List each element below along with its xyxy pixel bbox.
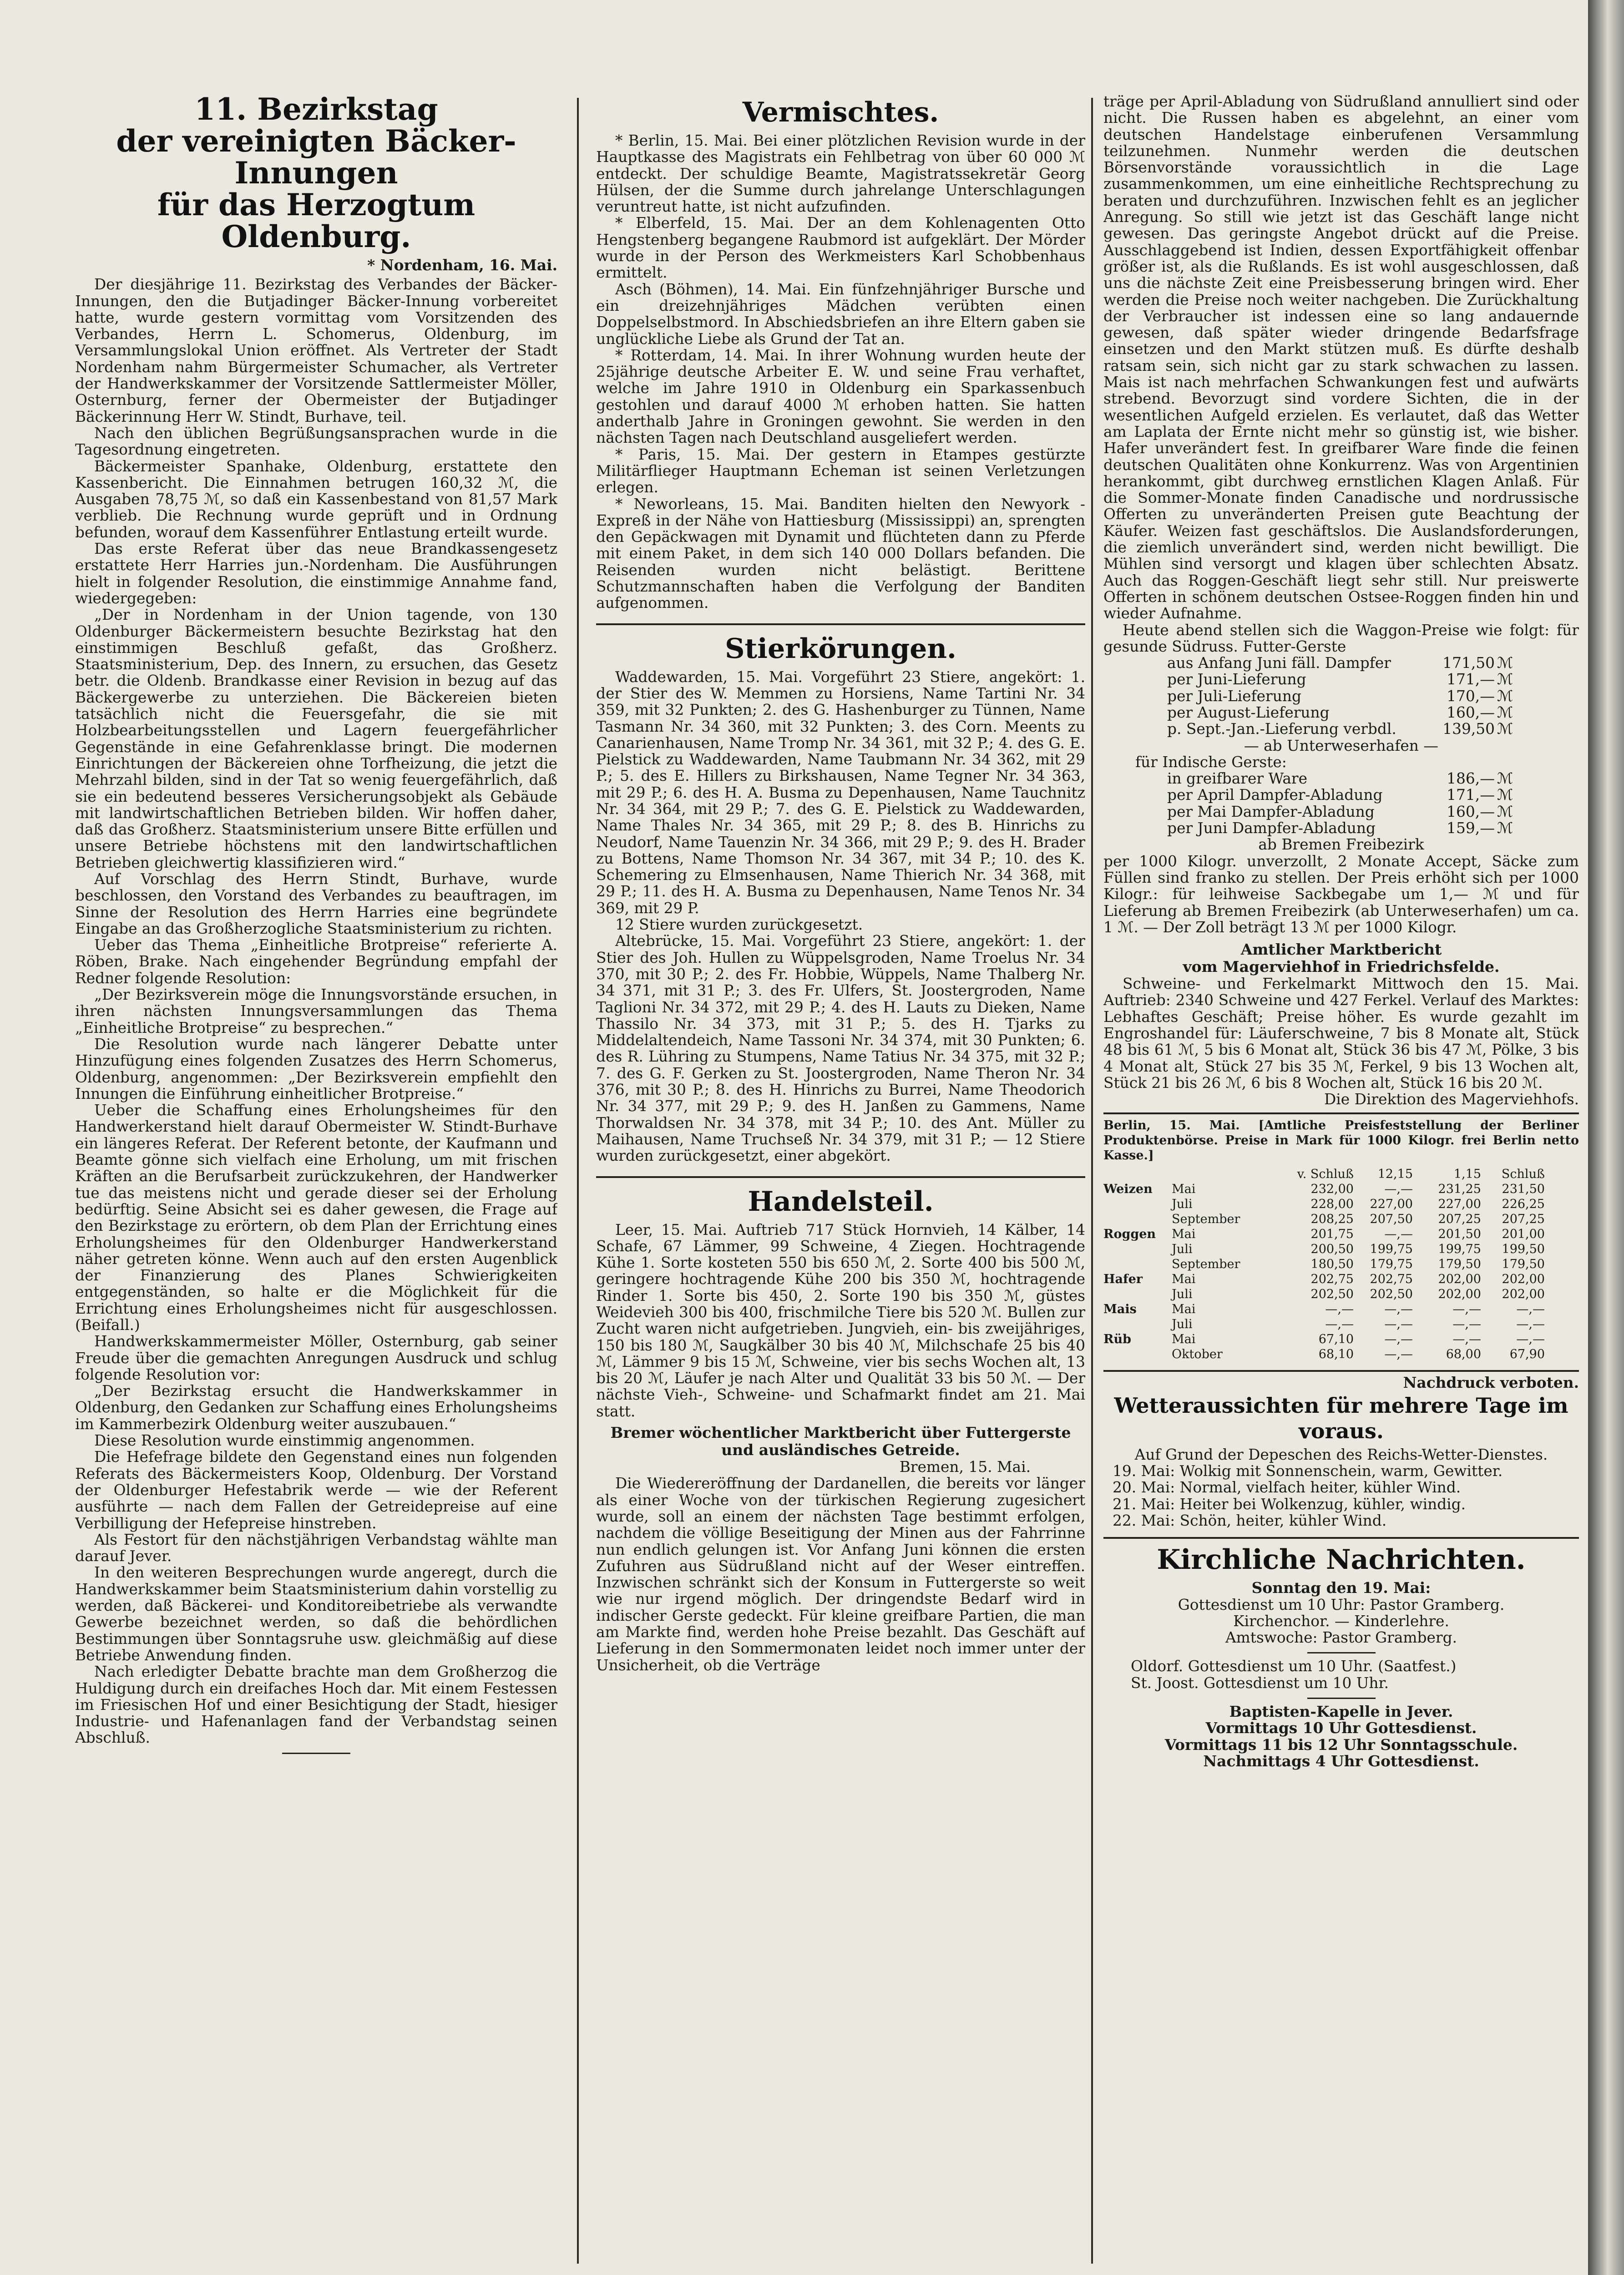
section-rule xyxy=(1103,1537,1579,1539)
article-title: 11. Bezirkstag xyxy=(194,93,438,127)
service-line: Amtswoche: Pastor Gramberg. xyxy=(1225,1629,1457,1647)
service-line: Vormittags 11 bis 12 Uhr Sonntagsschule. xyxy=(1164,1735,1518,1754)
cell: 226,25 xyxy=(1502,1197,1545,1211)
section-heading: Kirchliche Nachrichten. xyxy=(1157,1544,1526,1576)
cell: September xyxy=(1172,1212,1240,1226)
cell: 202,75 xyxy=(1370,1272,1413,1286)
cell: Rüb xyxy=(1103,1332,1131,1346)
cell: —,— xyxy=(1384,1227,1413,1241)
price-table-header xyxy=(1103,1167,1579,1182)
price-label: in greifbarer Ware xyxy=(1167,770,1307,788)
cell: 199,75 xyxy=(1438,1242,1481,1256)
section-rule xyxy=(1103,1370,1579,1372)
cell xyxy=(1103,1287,1172,1302)
cell: Mai xyxy=(1172,1302,1196,1316)
paragraph: Ueber die Schaffung eines Erholungsheimes für den Handwerkerstand hielt darauf Obermeister W. Stindt-Burhave ein längeres Referat. Der Referent betonte, der Kaufmann und Beamte gönne sich vielfach eine Erholung, um mit frischen Kräften an die Berufsarbeit zurückzukehren, der Handwerker tue das meistens nicht und gerade dieser sei der Erholung bedürftig. Seine Absicht sei es daher gewesen, die Frage auf den Bezirkstage zu erörtern, ob dem Plan der Errichtung eines Erholungsheimes für den Oldenburger Handwerkerstand näher getreten könne. Wenn auch auf den ersten Augenblick der Finanzierung des Planes Schwierigkeiten entgegenständen, so halte er die Möglichkeit für die Errichtung eines Erholungsheimes nicht für ausgeschlossen. (Beifall.) xyxy=(75,1102,557,1334)
price-row xyxy=(1167,688,1579,704)
price-table-row xyxy=(1103,1257,1579,1272)
price-table-row xyxy=(1103,1302,1579,1317)
cell: 179,50 xyxy=(1438,1257,1481,1271)
paragraph: Die Wiedereröffnung der Dardanellen, die bereits vor länger als einer Woche von der türkischen Regierung zugesichert wurde, soll an einem der nächsten Tage bestimmt erfolgen, nachdem die völlige Beseitigung der Minen aus der Fahrrinne nun endlich gelungen ist. Vor Anfang Juni können die ersten Zufuhren aus Südrußland nicht auf der Weser eintreffen. Inzwischen schränkt sich der Konsum in Futtergerste so weit wie nur irgend möglich. Der dringendste Bedarf wird in indischer Gerste gedeckt. Für kleine greifbare Partien, die man am Markte find, werden hohe Preise bezahlt. Das Geschäft auf Lieferung in den Sommermonaten leidet noch immer unter der Unsicherheit, ob die Verträge xyxy=(596,1475,1085,1674)
price-table-row xyxy=(1103,1272,1579,1287)
cell: 202,75 xyxy=(1310,1272,1354,1286)
cell: —,— xyxy=(1325,1317,1354,1331)
section-heading: Vermischtes. xyxy=(742,96,939,128)
price-label: für Indische Gerste: xyxy=(1135,753,1287,771)
paragraph: „Der in Nordenham in der Union tagende, von 130 Oldenburger Bäckermeistern besuchte Bezirkstag hat den einstimmigen Beschluß gefaßt, das Großherz. Staatsministerium, Dep. des Innern, zu ersuchen, das Gesetz betr. die Oldenb. Brandkasse einer Revision in bezug auf das Bäckergewerbe zu unterziehen. Die Bäckereien bieten tatsächlich nicht die Feuersgefahr, die sie mit Holzbearbeitungsstellen und Lagern feuergefährlicher Gegenstände in eine Gefahrenklasse bringt. Die modernen Einrichtungen der Bäckereien ohne Torfheizung, die jetzt die Mehrzahl bilden, sind in der Tat so wenig feuergefährlich, daß sie ein bedeutend besseres Versicherungsobjekt als Gebäude mit landwirtschaftlichen Betrieben bilden. Wir hoffen daher, daß das Großherz. Staatsministerium unsere Bitte erfüllen und unsere Betriebe höchstens mit den landwirtschaftlichen Betrieben gleichwertig klassifizieren wird.“ xyxy=(75,606,557,871)
forecast-line: 22. Mai: Schön, heiter, kühler Wind. xyxy=(1113,1512,1387,1529)
price-table-row xyxy=(1103,1212,1579,1227)
price-table-row xyxy=(1103,1317,1579,1332)
cell: —,— xyxy=(1384,1317,1413,1331)
price-row xyxy=(1167,770,1579,787)
news-item: * Berlin, 15. Mai. Bei einer plötzlichen Revision wurde in der Hauptkasse des Magistrats ein Fehlbetrag von über 60 000 ℳ entdeckt. Der schuldige Beamte, Magistratssekretär Georg Hülsen, der die Summe durch jahrelange Unterschlagungen veruntreut hatte, ist nicht aufzufinden. xyxy=(596,132,1085,216)
cell: 202,00 xyxy=(1438,1272,1481,1286)
cell: —,— xyxy=(1384,1302,1413,1316)
paragraph: „Der Bezirkstag ersucht die Handwerkskammer in Oldenburg, den Gedanken zur Schaffung eines Erholungsheims im Kammerbezirk Oldenburg weiter auszubauen.“ xyxy=(75,1382,557,1433)
cell: —,— xyxy=(1516,1302,1545,1316)
signature: Die Direktion des Magerviehhofs. xyxy=(1324,1091,1579,1108)
price-row xyxy=(1167,655,1579,671)
price-value: 171,50 xyxy=(1442,654,1495,672)
cell: 199,50 xyxy=(1502,1242,1545,1256)
cell: 207,50 xyxy=(1370,1212,1413,1226)
report-heading: Amtlicher Marktbericht xyxy=(1240,940,1442,959)
cell xyxy=(1103,1242,1172,1257)
cell: 179,50 xyxy=(1502,1257,1545,1271)
cell: Weizen xyxy=(1103,1182,1153,1196)
forecast-line: 21. Mai: Heiter bei Wolkenzug, kühler, windig. xyxy=(1113,1495,1466,1513)
price-label: per Juni Dampfer-Abladung xyxy=(1167,819,1376,837)
service-line: Gottesdienst um 10 Uhr: Pastor Gramberg. xyxy=(1178,1596,1505,1613)
news-item: 12 Stiere wurden zurückgesetzt. xyxy=(615,916,863,934)
paragraph: Bäckermeister Spanhake, Oldenburg, erstattete den Kassenbericht. Die Einnahmen betrugen 160,32 ℳ, die Ausgaben 78,75 ℳ, so daß ein Kassenbestand von 81,57 Mark verblieb. Die Rechnung wurde geprüft und in Ordnung befunden, worauf dem Kassenführer Entlastung erteilt wurde. xyxy=(75,457,557,541)
price-label: per August-Lieferung xyxy=(1167,703,1330,721)
cell: Juli xyxy=(1172,1242,1193,1256)
price-table xyxy=(1103,1182,1579,1362)
currency-sign: ℳ xyxy=(1497,654,1513,672)
cell xyxy=(1103,1317,1172,1332)
cell: 207,25 xyxy=(1502,1212,1545,1226)
section-rule xyxy=(596,1176,1085,1178)
cell: Juli xyxy=(1172,1317,1193,1331)
cell: 202,00 xyxy=(1438,1287,1481,1301)
cell: —,— xyxy=(1452,1317,1481,1331)
price-value: 160,— xyxy=(1447,703,1495,721)
price-value: 170,— xyxy=(1447,687,1495,705)
currency-sign: ℳ xyxy=(1497,720,1513,738)
news-item: * Elberfeld, 15. Mai. Der an dem Kohlenagenten Otto Hengstenberg begangene Raubmord ist aufgeklärt. Der Mörder wurde in der Person des Werkmeisters Karl Schobbenhaus ermittelt. xyxy=(596,214,1085,282)
price-table-row xyxy=(1103,1242,1579,1257)
cell: 202,50 xyxy=(1370,1287,1413,1301)
cell xyxy=(1103,1167,1172,1182)
cell: v. Schluß xyxy=(1297,1167,1354,1181)
paragraph: Das erste Referat über das neue Brandkassengesetz erstattete Herr Harries jun.-Nordenham. Die Ausführungen hielt in folgender Resolution, die einstimmige Annahme fand, wiedergegeben: xyxy=(75,540,557,607)
cell: 227,00 xyxy=(1438,1197,1481,1211)
dateline: * Nordenham, 16. Mai. xyxy=(367,256,557,274)
currency-sign: ℳ xyxy=(1497,803,1513,820)
service-line: Sonntag den 19. Mai: xyxy=(1251,1579,1431,1597)
paragraph: per 1000 Kilogr. unverzollt, 2 Monate Accept, Säcke zum Füllen sind franko zu stellen. Der Preis erhöht sich per 1000 Kilogr.: für leihweise Sackbegabe um 1,— ℳ und für Lieferung ab Bremen Freibezirk (ab Unterweserhafen) um ca. 1 ℳ. — Der Zoll beträgt 13 ℳ per 1000 Kilogr. xyxy=(1103,852,1579,936)
cell: 208,25 xyxy=(1310,1212,1354,1226)
paragraph: Auf Vorschlag des Herrn Stindt, Burhave, wurde beschlossen, den Vorstand des Verbandes zu beauftragen, im Sinne der Resolution des Herrn Harries eine begründete Eingabe an das Großherzogliche Staatsministerium zu richten. xyxy=(75,870,557,937)
currency-sign: ℳ xyxy=(1497,819,1513,837)
news-item: * Paris, 15. Mai. Der gestern in Etampes gestürzte Militärflieger Hauptmann Echeman ist seinen Verletzungen erlegen. xyxy=(596,445,1085,496)
cell: —,— xyxy=(1452,1332,1481,1346)
column-1 xyxy=(75,93,557,2275)
report-subheading: vom Magerviehhof in Friedrichsfelde. xyxy=(1183,958,1500,976)
cell: 201,00 xyxy=(1502,1227,1545,1241)
service-line: Nachmittags 4 Uhr Gottesdienst. xyxy=(1203,1752,1479,1770)
cell: Mais xyxy=(1103,1302,1137,1316)
cell: 202,50 xyxy=(1310,1287,1354,1301)
cell: 232,00 xyxy=(1310,1182,1354,1196)
cell: 202,00 xyxy=(1502,1287,1545,1301)
cell: —,— xyxy=(1384,1347,1413,1361)
cell: Mai xyxy=(1172,1332,1196,1346)
price-value: 171,— xyxy=(1447,786,1495,804)
news-item: Altebrücke, 15. Mai. Vorgeführt 23 Stiere, angekört: 1. der Stier des Joh. Hullen zu Wüppelsgroden, Name Troelus Nr. 34 370, mit 30 P.; 2. des Fr. Hobbie, Wüppels, Name Thalberg Nr. 34 371, mit 31 P.; 3. des Fr. Ulfers, St. Joostergroden, Name Taglioni Nr. 34 372, mit 29 P.; 4. des H. Lauts zu Dieken, Name Thassilo Nr. 34 373, mit 31 P.; 5. des H. Tjarks zu Middelaltendeich, Name Tassoni Nr. 34 374, mit 30 Punkten; 6. des R. Lühring zu Stumpens, Name Tatius Nr. 34 375, mit 32 P.; 7. des G. F. Gerken zu St. Joostergroden, Name Theron Nr. 34 376, mit 30 P.; 8. des H. Hinrichs zu Burrei, Name Theodorich Nr. 34 377, mit 29 P.; 9. des H. Janßen zu Gammens, Name Thorwaldsen Nr. 34 378, mit 34 P.; 10. des Ant. Müller zu Maihausen, Name Truchseß Nr. 34 379, mit 31 P.; — 12 Stiere wurden zurückgesetzt, einer abgekört. xyxy=(596,932,1085,1165)
service-line: Kirchenchor. — Kinderlehre. xyxy=(1233,1612,1449,1630)
price-label: aus Anfang Juni fäll. Dampfer xyxy=(1167,654,1391,672)
cell xyxy=(1103,1257,1172,1272)
cell: —,— xyxy=(1452,1302,1481,1316)
cell: Mai xyxy=(1172,1182,1196,1196)
cell xyxy=(1103,1347,1172,1362)
section-heading: Handelsteil. xyxy=(748,1185,934,1218)
paragraph: Schweine- und Ferkelmarkt Mittwoch den 15. Mai. Auftrieb: 2340 Schweine und 427 Ferkel. Verlauf des Marktes: Lebhaftes Geschäft; Preise höher. Es wurde gezahlt im Engroshandel für: Läuferschweine, 7 bis 8 Monate alt, Stück 48 bis 61 ℳ, 5 bis 6 Monat alt, Stück 36 bis 47 ℳ, Pölke, 3 bis 4 Monat alt, Stück 27 bis 35 ℳ, Ferkel, 9 bis 13 Wochen alt, Stück 21 bis 26 ℳ, 6 bis 8 Wochen alt, Stück 16 bis 20 ℳ. xyxy=(1103,975,1579,1092)
cell: Oktober xyxy=(1172,1347,1223,1361)
subheading: Auf Grund der Depeschen des Reichs-Wetter-Dienstes. xyxy=(1134,1446,1548,1463)
cell: 227,00 xyxy=(1370,1197,1413,1211)
price-row xyxy=(1167,804,1579,820)
cell: —,— xyxy=(1384,1332,1413,1346)
price-value: 159,— xyxy=(1447,819,1495,837)
end-rule xyxy=(1307,1698,1376,1699)
cell: 12,15 xyxy=(1377,1167,1413,1181)
cell: —,— xyxy=(1516,1317,1545,1331)
news-item: * Rotterdam, 14. Mai. In ihrer Wohnung wurden heute der 25jährige deutsche Arbeiter E. W. und seine Frau verhaftet, welche im Jahre 1910 in Oldenburg ein Sparkassenbuch gestohlen und darauf 4000 ℳ erhoben hatten. Sie hatten anderthalb Jahre in Groningen gewohnt. Sie werden in den nächsten Tagen nach Deutschland ausgeliefert werden. xyxy=(596,346,1085,447)
price-label: per April Dampfer-Abladung xyxy=(1167,786,1383,804)
cell xyxy=(1103,1212,1172,1227)
price-table-row xyxy=(1103,1227,1579,1242)
service-line: Oldorf. Gottesdienst um 10 Uhr. (Saatfest.) xyxy=(1131,1658,1457,1675)
paragraph: „Der Bezirksverein möge die Innungsvorstände ersuchen, in ihren nächsten Innungsversammlungen das Thema „Einheitliche Brotpreise“ zu besprechen.“ xyxy=(75,986,557,1036)
news-item: Asch (Böhmen), 14. Mai. Ein fünfzehnjähriger Bursche und ein dreizehnjähriges Mädchen verübten einen Doppelselbstmord. In Abschiedsbriefen an ihre Eltern gaben sie unglückliche Liebe als Grund der Tat an. xyxy=(596,280,1085,348)
cell: 200,50 xyxy=(1310,1242,1354,1256)
price-table-row xyxy=(1103,1347,1579,1362)
end-rule xyxy=(1307,1652,1376,1653)
news-item: * Neworleans, 15. Mai. Banditen hielten den Newyork - Expreß in der Nähe von Hattiesburg (Mississippi) an, sprengten den Gepäckwagen mit Dynamit und flüchteten dann zu Pferde mit einem Paket, in dem sich 140 000 Dollars befanden. Die Reisenden wurden nicht belästigt. Berittene Schutzmannschaften haben die Verfolgung der Banditen aufgenommen. xyxy=(596,495,1085,612)
price-table-row xyxy=(1103,1197,1579,1212)
cell: 180,50 xyxy=(1310,1257,1354,1271)
paragraph: Der diesjährige 11. Bezirkstag des Verbandes der Bäcker-Innungen, den die Butjadinger Bäcker-Innung vorbereitet hatte, wurde gestern vormittag vom Vorsitzenden des Verbandes, Herrn L. Schomerus, Oldenburg, im Versammlungslokal Union eröffnet. Als Vertreter der Stadt Nordenham nahm Bürgermeister Schumacher, als Vertreter der Handwerkskammer der Vorsitzende Sattlermeister Möller, Osternburg, ferner der Obermeister der Butjadinger Bäckerinnung Herr W. Stindt, Burhave, teil. xyxy=(75,276,557,425)
price-note: ab Bremen Freibezirk xyxy=(1258,836,1424,854)
price-value: 186,— xyxy=(1447,770,1495,788)
price-table-row xyxy=(1103,1287,1579,1302)
cell: 1,15 xyxy=(1453,1167,1481,1181)
dateline: Bremen, 15. Mai. xyxy=(899,1458,1031,1476)
cell: 207,25 xyxy=(1438,1212,1481,1226)
currency-sign: ℳ xyxy=(1497,786,1513,804)
article-title: der vereinigten Bäcker-Innungen xyxy=(116,123,516,191)
cell xyxy=(1172,1167,1290,1182)
cell: Juli xyxy=(1172,1287,1193,1301)
cell: Mai xyxy=(1172,1272,1196,1286)
paragraph: Nach den üblichen Begrüßungsansprachen wurde in die Tagesordnung eingetreten. xyxy=(75,424,557,459)
cell: Roggen xyxy=(1103,1227,1156,1241)
paragraph: Als Festort für den nächstjährigen Verbandstag wählte man darauf Jever. xyxy=(75,1531,557,1565)
cell: —,— xyxy=(1384,1182,1413,1196)
cell: 199,75 xyxy=(1370,1242,1413,1256)
price-row xyxy=(1167,671,1579,688)
price-note: — ab Unterweserhafen — xyxy=(1244,737,1439,754)
cell: 67,90 xyxy=(1509,1347,1545,1361)
forecast-line: 20. Mai: Normal, vielfach heiter, kühler Wind. xyxy=(1113,1479,1461,1496)
notice: Nachdruck verboten. xyxy=(1403,1373,1579,1391)
currency-sign: ℳ xyxy=(1497,770,1513,788)
paragraph: Ueber das Thema „Einheitliche Brotpreise“ referierte A. Röben, Brake. Nach eingehender Begründung empfahl der Redner folgende Resolution: xyxy=(75,936,557,987)
cell: 179,75 xyxy=(1370,1257,1413,1271)
exchange-heading: Berlin, 15. Mai. [Amtliche Preisfeststellung der Berliner Produktenbörse. Preise in Mark für 1000 Kilogr. frei Berlin netto Kasse.] xyxy=(1103,1118,1579,1163)
cell: Juli xyxy=(1172,1197,1193,1211)
currency-sign: ℳ xyxy=(1497,671,1513,688)
paragraph: träge per April-Abladung von Südrußland annulliert sind oder nicht. Die Russen haben es abgelehnt, an einer vom deutschen Handelstage einberufenen Versammlung teilzunehmen. Nunmehr werden die deutschen Börsenvorstände voraussichtlich in die Lage zusammenkommen, um eine einheitliche Rechtsprechung zu beraten und durchzuführen. Inzwischen fehlt es an jeglicher Anregung. So still wie jetzt ist das Geschäft lange nicht gewesen. Das geringste Angebot drückt auf die Preise. Ausschlaggebend ist Indien, dessen Exportfähigkeit offenbar größer ist, als die Rußlands. Es ist wohl ausgeschlossen, daß uns die nächste Zeit eine Preisbesserung bringen wird. Eher werden die Preise noch weiter nachgeben. Die Zurückhaltung der Verbraucher ist indessen eine so lang andauernde gewesen, daß später wieder dringende Bedarfsfrage einsetzen und den Markt stützen muß. Es dürfte deshalb ratsam sein, sich nicht gar zu stark schwachen zu lassen. Mais ist nach mehrfachen Schwankungen fest und aufwärts strebend. Bevorzugt sind vordere Sichten, die in der wesentlichen Aufgeld erzielen. Es verlautet, daß das Wetter am Laplata der Ernte nicht mehr so günstig ist, wie bisher. Hafer unverändert fest. In greifbarer Ware finde die feinen deutschen Qualitäten ohne Konkurrenz. Was von Argentinien herankommt, gibt durchweg ernstlichen Klagen Anlaß. Für die Sommer-Monate finden Canadische und nordrussische Offerten zu unveränderten Preisen gute Beachtung der Käufer. Weizen fast geschäftslos. Die Auslandsforderungen, die ziemlich unverändert sind, werden nicht bewilligt. Die Mühlen sind versorgt und klagen über schlechten Absatz. Auch das Roggen-Geschäft liegt sehr still. Nur preiswerte Offerten in schönem deutschen Ostsee-Roggen finden hin und wieder Aufnahme. xyxy=(1103,93,1579,622)
currency-sign: ℳ xyxy=(1497,703,1513,721)
cell xyxy=(1103,1197,1172,1212)
price-value: 139,50 xyxy=(1442,720,1495,738)
price-label: p. Sept.-Jan.-Lieferung verbdl. xyxy=(1167,720,1396,738)
cell: Schluß xyxy=(1501,1167,1545,1181)
cell: 231,25 xyxy=(1438,1182,1481,1196)
cell: Mai xyxy=(1172,1227,1196,1241)
paragraph: Handwerkskammermeister Möller, Osternburg, gab seiner Freude über die gemachten Anregungen Ausdruck und schlug folgende Resolution vor: xyxy=(75,1333,557,1383)
paragraph: Heute abend stellen sich die Waggon-Preise wie folgt: für gesunde Südruss. Futter-Gerste xyxy=(1103,621,1579,655)
price-label: per Juli-Lieferung xyxy=(1167,687,1301,705)
price-value: 171,— xyxy=(1447,671,1495,688)
price-label: per Mai Dampfer-Abladung xyxy=(1167,803,1375,820)
column-rule xyxy=(1091,98,1093,2264)
cell: 231,50 xyxy=(1502,1182,1545,1196)
price-value: 160,— xyxy=(1447,803,1495,820)
cell: September xyxy=(1172,1257,1240,1271)
paragraph: Die Hefefrage bildete den Gegenstand eines nun folgenden Referats des Bäckermeisters Koop, Oldenburg. Der Vorstand der Oldenburger Hefestabrik werde — wie der Referent ausführte — nach dem Fallen der Getreidepreise auf eine Verbilligung der Hefepreise hinstreben. xyxy=(75,1448,557,1532)
cell: 68,00 xyxy=(1446,1347,1481,1361)
price-table-row xyxy=(1103,1332,1579,1347)
service-line: Vormittags 10 Uhr Gottesdienst. xyxy=(1205,1719,1477,1737)
price-row xyxy=(1167,721,1579,737)
cell: 201,75 xyxy=(1310,1227,1354,1241)
page-edge xyxy=(1588,0,1624,2275)
price-row xyxy=(1167,820,1579,836)
service-line: Baptisten-Kapelle in Jever. xyxy=(1229,1703,1453,1721)
service-line: St. Joost. Gottesdienst um 10 Uhr. xyxy=(1131,1674,1389,1692)
news-item: Waddewarden, 15. Mai. Vorgeführt 23 Stiere, angekört: 1. der Stier des W. Memmen zu Horsiens, Name Tartini Nr. 34 359, mit 32 Punkten; 2. des G. Hashenburger zu Tünnen, Name Tasmann Nr. 34 360, mit 32 Punkten; 3. des Corn. Meents zu Canarienhausen, Name Tromp Nr. 34 361, mit 32 P.; 4. des G. E. Pielstick zu Waddewarden, Name Taubmann Nr. 34 362, mit 29 P.; 5. des E. Hillers zu Birkshausen, Name Tegner Nr. 34 363, mit 29 P.; 6. des H. A. Busma zu Depenhausen, Name Tauchnitz Nr. 34 364, mit 29 P.; 7. des G. E. Pielstick zu Waddewarden, Name Thales Nr. 34 365, mit 29 P.; 8. des B. Hinrichs zu Neudorf, Name Tauenzin Nr. 34 366, mit 29 P.; 9. des H. Brader zu Bottens, Name Thomson Nr. 34 367, mit 34 P.; 10. des K. Schemering zu Elmsenhausen, Name Thierich Nr. 34 368, mit 29 P.; 11. des H. A. Busma zu Depenhausen, Name Tenos Nr. 34 369, mit 29 P. xyxy=(596,668,1085,917)
cell: 67,10 xyxy=(1318,1332,1354,1346)
forecast-line: 19. Mai: Wolkig mit Sonnenschein, warm, Gewitter. xyxy=(1113,1462,1503,1480)
cell: —,— xyxy=(1325,1302,1354,1316)
price-row xyxy=(1167,787,1579,803)
price-row xyxy=(1167,704,1579,721)
paragraph: In den weiteren Besprechungen wurde angeregt, durch die Handwerkskammer beim Staatsministerium dahin vorstellig zu werden, daß Bäckerei- und Konditoreibetriebe als verwandte Gewerbe bezeichnet werden, so daß die behördlichen Bestimmungen über Sonntagsruhe usw. gleichmäßig auf diese Betriebe Anwendung finden. xyxy=(75,1564,557,1664)
paragraph: Diese Resolution wurde einstimmig angenommen. xyxy=(94,1432,475,1450)
news-item: Leer, 15. Mai. Auftrieb 717 Stück Hornvieh, 14 Kälber, 14 Schafe, 67 Lämmer, 99 Schweine, 4 Ziegen. Hochtragende Kühe 1. Sorte kosteten 550 bis 650 ℳ, 2. Sorte 400 bis 500 ℳ, geringere hochtragende Kühe 200 bis 350 ℳ, hochtragende Rinder 1. Sorte bis 450, 2. Sorte 190 bis 350 ℳ, güstes Weidevieh 300 bis 400, frischmilche Tiere bis 520 ℳ. Bullen zur Zucht waren nicht aufgetrieben. Jungvieh, ein- bis zweijähriges, 150 bis 180 ℳ, Saugkälber 30 bis 40 ℳ, Milchschafe 25 bis 40 ℳ, Lämmer 9 bis 15 ℳ, Schweine, vier bis sechs Wochen alt, 13 bis 20 ℳ, Läufer je nach Alter und Qualität 33 bis 50 ℳ. — Der nächste Vieh-, Schweine- und Schafmarkt findet am 21. Mai statt. xyxy=(596,1221,1085,1420)
column-rule xyxy=(577,98,579,2264)
cell: —,— xyxy=(1516,1332,1545,1346)
price-label: per Juni-Lieferung xyxy=(1167,671,1306,688)
section-heading: Wetteraussichten für mehrere Tage im voraus. xyxy=(1114,1393,1568,1443)
column-2 xyxy=(596,93,1085,2275)
section-rule xyxy=(596,623,1085,625)
cell: Hafer xyxy=(1103,1272,1143,1286)
cell: 68,10 xyxy=(1318,1347,1354,1361)
cell: 201,50 xyxy=(1438,1227,1481,1241)
section-rule xyxy=(1103,1112,1579,1114)
paragraph: Die Resolution wurde nach längerer Debatte unter Hinzufügung eines folgenden Zusatzes des Herrn Schomerus, Oldenburg, angenommen: „Der Bezirksverein empfiehlt den Innungen die Einführung einheitlicher Brotpreise.“ xyxy=(75,1035,557,1102)
price-table-row xyxy=(1103,1182,1579,1197)
article-title: für das Herzogtum Oldenburg. xyxy=(157,187,476,254)
currency-sign: ℳ xyxy=(1497,687,1513,705)
report-heading: Bremer wöchentlicher Marktbericht über Futtergerste und ausländisches Getreide. xyxy=(610,1424,1071,1459)
paragraph: Nach erledigter Debatte brachte man dem Großherzog die Huldigung durch ein dreifaches Hoch dar. Mit einem Festessen im Friesischen Hof und einer Besichtigung der Stadt, hiesiger Industrie- und Hafenanlagen fand der Verbandstag seinen Abschluß. xyxy=(75,1663,557,1747)
column-3 xyxy=(1103,93,1579,2275)
end-rule xyxy=(282,1753,350,1754)
section-heading: Stierkörungen. xyxy=(725,632,956,665)
cell: 228,00 xyxy=(1310,1197,1354,1211)
cell: 202,00 xyxy=(1502,1272,1545,1286)
